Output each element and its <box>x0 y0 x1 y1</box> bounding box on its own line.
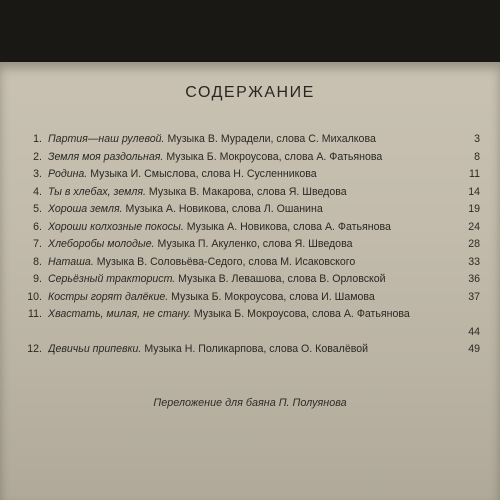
entry-credits: Музыка Б. Мокроусова, слова А. Фатьянова <box>193 308 410 320</box>
toc-entry <box>14 131 480 149</box>
arrangement-credit: Переложение для баяна П. Полуянова <box>153 397 347 409</box>
entry-credits: Музыка П. Акуленко, слова Я. Шведова <box>157 238 353 250</box>
toc-entry <box>14 184 480 202</box>
entry-credits: Музыка А. Новикова, слова А. Фатьянова <box>186 220 391 233</box>
entry-number: 12. <box>27 343 42 355</box>
entry-body <box>48 254 450 272</box>
entry-page-number: 44 <box>468 325 480 338</box>
toc-entry <box>14 219 480 237</box>
entry-title: Костры горят далёкие. <box>48 290 169 303</box>
entry-credits: Музыка В. Левашова, слова В. Орловской <box>178 273 386 285</box>
entry-title: Земля моя раздольная. <box>48 150 164 163</box>
entry-body <box>48 131 450 149</box>
entry-body <box>48 236 450 254</box>
toc-entry <box>14 289 480 307</box>
entry-title: Партия—наш рулевой. <box>48 133 165 145</box>
toc-entry <box>14 201 480 219</box>
entry-body <box>48 201 450 219</box>
entry-body <box>48 271 450 289</box>
toc-entry <box>14 149 480 167</box>
entry-credits: Музыка В. Соловьёва-Седого, слова М. Исаковского <box>96 255 356 268</box>
entry-title: Родина. <box>48 168 88 180</box>
entry-number: 9. <box>33 273 42 285</box>
entry-page-number: 36 <box>468 273 480 285</box>
entry-title: Наташа. <box>48 255 94 268</box>
entry-credits: Музыка А. Новикова, слова Л. Ошанина <box>125 203 323 215</box>
entry-credits: Музыка Б. Мокроусова, слова И. Шамова <box>171 290 375 303</box>
entry-number: 8. <box>33 255 42 268</box>
entry-number: 2. <box>33 150 42 163</box>
entry-title: Девичьи припевки. <box>48 343 142 355</box>
entry-number: 11. <box>28 308 42 320</box>
entry-body <box>48 306 450 324</box>
entry-credits: Музыка Б. Мокроусова, слова А. Фатьянова <box>166 150 383 163</box>
entry-body <box>48 341 450 359</box>
entry-body <box>48 149 450 167</box>
toc-entry <box>14 236 480 254</box>
entry-page-number: 49 <box>468 343 480 355</box>
entry-number: 3. <box>33 168 42 180</box>
entry-page-number: 11 <box>469 168 480 180</box>
entry-number: 10. <box>27 290 42 303</box>
entry-body <box>48 184 450 202</box>
entry-body <box>48 219 450 237</box>
entry-number: 5. <box>33 203 42 215</box>
entry-page-number: 19 <box>468 203 480 215</box>
entry-title: Хороши колхозные покосы. <box>48 220 184 233</box>
toc-entry <box>14 341 480 359</box>
entry-credits: Музыка В. Мурадели, слова С. Михалкова <box>167 133 376 145</box>
toc-entry <box>14 166 480 184</box>
entry-page-number: 3 <box>474 133 480 145</box>
entry-number: 4. <box>33 185 42 198</box>
entry-credits: Музыка Н. Поликарпова, слова О. Ковалёвой <box>144 343 369 355</box>
toc-entry <box>14 271 480 289</box>
entry-title: Ты в хлебах, земля. <box>48 185 146 198</box>
contents-heading: СОДЕРЖАНИЕ <box>185 84 315 101</box>
entry-body <box>48 166 450 184</box>
entry-number: 1. <box>33 133 42 145</box>
entry-number: 6. <box>33 220 42 233</box>
toc-entry <box>14 254 480 272</box>
entry-credits: Музыка И. Смыслова, слова Н. Сусленникова <box>90 168 317 180</box>
toc-entry <box>14 306 480 341</box>
table-of-contents <box>14 131 480 359</box>
entry-credits: Музыка В. Макарова, слова Я. Шведова <box>148 185 347 198</box>
entry-number: 7. <box>33 238 42 250</box>
entry-title: Хороша земля. <box>48 203 123 215</box>
entry-page-number: 14 <box>468 185 480 198</box>
entry-page-number: 24 <box>468 220 480 233</box>
entry-page-number: 28 <box>468 238 480 250</box>
entry-page-number: 37 <box>468 290 480 303</box>
entry-title: Хлеборобы молодые. <box>48 238 155 250</box>
entry-title: Серьёзный тракторист. <box>48 273 176 285</box>
entry-page-number: 8 <box>474 150 480 163</box>
entry-page-number: 33 <box>468 255 480 268</box>
entry-body <box>48 289 450 307</box>
entry-title: Хвастать, милая, не стану. <box>48 308 191 320</box>
